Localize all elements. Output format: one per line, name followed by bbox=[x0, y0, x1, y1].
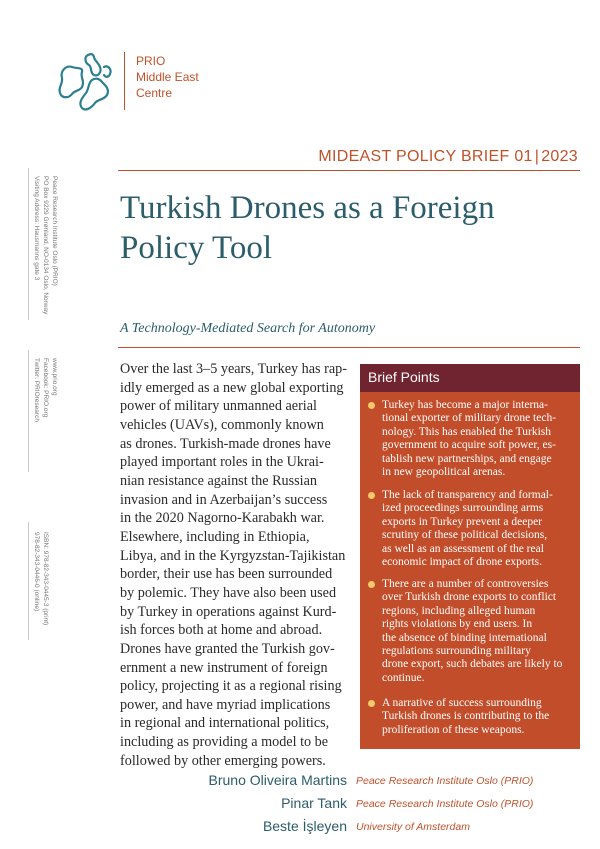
point-line: in new geopolitical arenas. bbox=[382, 466, 506, 479]
series-year: 2023 bbox=[541, 148, 578, 165]
point-line: regions, including alleged human bbox=[382, 604, 536, 617]
side-line: ISBN: 978-82-343-0445-3 (print) bbox=[42, 532, 49, 626]
side-line: www.prio.org bbox=[51, 358, 58, 396]
point-line: Turkish drones is contributing to the bbox=[382, 710, 550, 723]
author-affiliation: Peace Research Institute Oslo (PRIO) bbox=[356, 798, 534, 810]
side-rule bbox=[28, 168, 29, 320]
bullet-icon bbox=[368, 700, 375, 707]
body-line: including as providing a model to be bbox=[120, 734, 329, 751]
body-line: policy, projecting it as a regional rising bbox=[120, 678, 342, 695]
author-affiliation: Peace Research Institute Oslo (PRIO) bbox=[356, 775, 534, 787]
side-rule bbox=[28, 522, 29, 640]
side-web bbox=[32, 358, 59, 422]
point-line: There are a number of controversies bbox=[382, 578, 549, 590]
body-line: Over the last 3–5 years, Turkey has rap- bbox=[120, 361, 347, 377]
point-line: government to acquire soft power, es- bbox=[382, 439, 556, 452]
point-line: ized proceedings surrounding arms bbox=[382, 502, 544, 515]
author-name: Beste İşleyen bbox=[262, 818, 347, 834]
point-line: the absence of binding international bbox=[382, 631, 547, 644]
logo-line: Centre bbox=[136, 86, 173, 100]
body-line: power, and have myriad implications bbox=[120, 696, 331, 713]
body-line: in regional and international politics, bbox=[120, 715, 330, 732]
body-line: Elsewhere, including in Ethiopia, bbox=[120, 528, 310, 545]
logo-line: Middle East bbox=[136, 70, 199, 84]
series-number: 01 bbox=[514, 148, 533, 165]
side-rule bbox=[28, 350, 29, 472]
body-line: invasion and in Azerbaijan’s success bbox=[120, 491, 328, 508]
body-paragraph bbox=[120, 360, 352, 770]
point-line: scrutiny of these political decisions, bbox=[382, 529, 548, 542]
point-line: A narrative of success surrounding bbox=[382, 697, 542, 709]
point-line: drone export, such debates are likely to bbox=[382, 658, 563, 671]
brief-points-heading: Brief Points bbox=[368, 369, 440, 385]
point-line: Turkey has become a major interna- bbox=[382, 399, 548, 411]
side-line: 978-82-343-0446-0 (online) bbox=[33, 532, 40, 612]
series-header bbox=[318, 148, 578, 166]
page-subtitle: A Technology-Mediated Search for Autonomy bbox=[120, 321, 376, 336]
point-line: as well as an assessment of the real bbox=[382, 542, 544, 555]
bullet-icon bbox=[368, 581, 375, 588]
side-line: PO Box 9229 Grønland, NO-0134 Oslo, Norway bbox=[42, 176, 49, 315]
body-line: followed by other emerging powers. bbox=[120, 752, 326, 769]
body-line: Libya, and in the Kyrgyzstan-Tajikistan bbox=[120, 547, 346, 564]
point-line: rights violations by end users. In bbox=[382, 618, 533, 631]
point-line: tablish new partnerships, and engage bbox=[382, 452, 552, 465]
body-line: idly emerged as a new global exporting bbox=[120, 379, 344, 396]
point-line: nology. This has enabled the Turkish bbox=[382, 425, 551, 438]
side-address bbox=[32, 176, 59, 314]
side-line: Visiting Address: Hausmanns gate 3 bbox=[33, 176, 40, 281]
body-line: by Turkey in operations against Kurd- bbox=[120, 603, 337, 620]
series-rule bbox=[118, 170, 580, 171]
side-isbn bbox=[32, 532, 50, 625]
side-line: Peace Research Institute Oslo (PRIO) bbox=[51, 176, 58, 286]
author-name: Pinar Tank bbox=[281, 795, 347, 811]
body-line: power of military unmanned aerial bbox=[120, 398, 317, 415]
bullet-icon bbox=[368, 402, 375, 409]
body-line: in the 2020 Nagorno-Karabakh war. bbox=[120, 510, 325, 527]
prio-logo-icon bbox=[52, 47, 122, 117]
body-line: as drones. Turkish-made drones have bbox=[120, 435, 331, 452]
side-line: Twitter: PRIOresearch bbox=[33, 358, 40, 422]
body-line: ernment a new instrument of foreign bbox=[120, 659, 328, 676]
point-line: proliferation of these weapons. bbox=[382, 723, 525, 736]
page-title: Turkish Drones as a Foreign Policy Tool bbox=[120, 190, 495, 266]
point-line: The lack of transparency and formal- bbox=[382, 489, 553, 501]
logo-line: PRIO bbox=[136, 54, 166, 68]
logo-wordmark bbox=[136, 53, 199, 101]
subtitle-rule bbox=[118, 347, 580, 348]
point-line: exports in Turkey prevent a deeper bbox=[382, 515, 543, 528]
point-line: economic impact of drone exports. bbox=[382, 556, 542, 569]
author-name: Bruno Oliveira Martins bbox=[208, 772, 347, 788]
body-line: Drones have granted the Turkish gov- bbox=[120, 640, 335, 657]
point-line: tional exporter of military drone tech- bbox=[382, 412, 557, 425]
side-line: Facebook: PRIO.org bbox=[42, 358, 49, 418]
point-line: regulations surrounding military bbox=[382, 645, 531, 658]
body-line: by polemic. They have also been used bbox=[120, 584, 337, 601]
point-line: over Turkish drone exports to conflict bbox=[382, 591, 557, 604]
bullet-icon bbox=[368, 492, 375, 499]
author-affiliation: University of Amsterdam bbox=[356, 821, 470, 833]
point-line: continue. bbox=[382, 671, 425, 684]
body-line: border, their use has been surrounded bbox=[120, 566, 333, 583]
body-line: vehicles (UAVs), commonly known bbox=[120, 416, 324, 433]
body-line: played important roles in the Ukrai- bbox=[120, 454, 324, 471]
body-line: nian resistance against the Russian bbox=[120, 472, 317, 489]
logo-divider bbox=[124, 52, 125, 110]
body-line: ish forces both at home and abroad. bbox=[120, 622, 323, 639]
series-name: MIDEAST POLICY BRIEF bbox=[318, 148, 510, 165]
series-separator: | bbox=[534, 148, 540, 165]
